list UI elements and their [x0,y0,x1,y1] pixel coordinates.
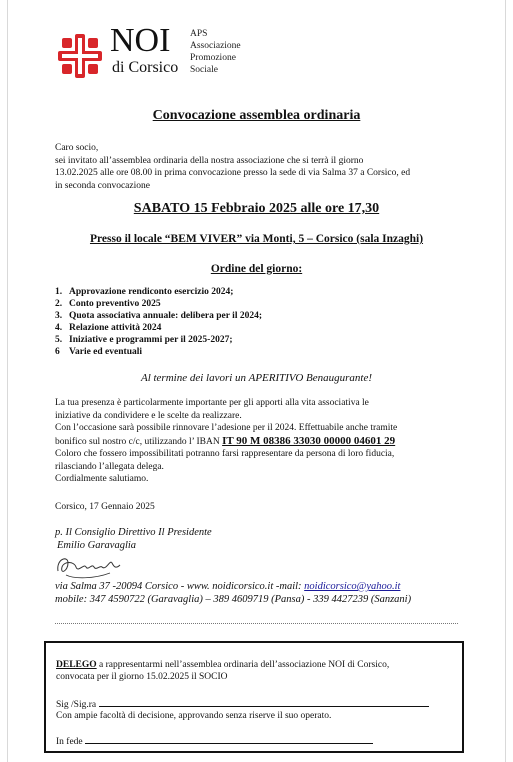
body-line: rilasciando l’allegata delega. [55,461,164,472]
agenda-list [55,286,262,358]
agenda-item [55,334,262,346]
email-link[interactable]: noidicorsico@yahoo.it [304,581,401,592]
handwritten-signature [54,549,124,583]
iban-code: IT 90 M 08386 33030 00000 04601 29 [222,434,396,447]
logo-name: NOI [110,22,171,59]
delega-paragraph [56,659,456,683]
aperitivo-note: Al termine dei lavori un APERITIVO Benaugurante! [140,372,373,384]
delega-text: convocata per il giorno 15.02.2025 il SOCIO [56,672,228,682]
body-line: La tua presenza è particolarmente importante per gli apporti alla vita associativa le [55,398,369,408]
document-title: Convocazione assemblea ordinaria [152,108,361,123]
meeting-date: SABATO 15 Febbraio 2025 alle ore 17,30 [133,201,380,216]
signature-name: Emilio Garavaglia [57,540,137,551]
agenda-item [55,322,262,334]
fede-line[interactable] [85,735,373,744]
logo-caption-line: Sociale [190,65,218,75]
intro-line: Caro socio, [55,143,99,153]
agenda-item [55,298,262,310]
agenda-text: Relazione attività 2024 [69,323,162,333]
delega-fede-label: In fede [56,737,83,747]
delega-text: a rappresentarmi nell’assemblea ordinaria dell’associazione NOI di Corsico, [96,660,390,670]
agenda-text: Conto preventivo 2025 [69,299,161,309]
agenda-number: 4. [55,323,63,333]
address-text: via Salma 37 -20094 Corsico - www. noidicorsico.it -mail: [55,581,305,592]
meeting-place: Presso il locale “BEM VIVER” via Monti, 5 – Corsico (sala Inzaghi) [89,233,424,245]
agenda-text: Quota associativa annuale: delibera per il 2024; [69,311,262,321]
delega-ampie: Con ampie facoltà di decisione, approvando senza riserve il suo operato. [56,711,332,721]
logo-caption-line: Promozione [190,53,236,63]
delega-label: DELEGO [56,660,97,670]
logo-subtitle: di Corsico [112,59,179,76]
agenda-title: Ordine del giorno: [210,263,303,275]
agenda-number: 5. [55,335,63,345]
body-line: Coloro che fossero impossibilitati potranno farsi rappresentare da persona di loro fiducia, [55,449,395,459]
agenda-text: Varie ed eventuali [69,347,143,357]
intro-line: in seconda convocazione [55,180,150,191]
agenda-item [55,346,262,358]
agenda-number: 2. [55,299,63,309]
delega-sig-label: Sig /Sig.ra [56,700,97,710]
body-line: iniziative da condividere e le scelte da realizzare. [55,410,242,421]
delega-form [44,641,464,753]
agenda-number: 6 [55,347,60,357]
agenda-number: 3. [55,311,63,321]
intro-line: 13.02.2025 alle ore 08.00 in prima convocazione presso la sede di via Salma 37 a Corsico, ed [55,168,411,178]
agenda-number: 1. [55,287,63,297]
agenda-text: Approvazione rendiconto esercizio 2024; [69,287,234,297]
cross-logo-icon [54,30,106,82]
delega-sig-row [56,698,429,710]
body-paragraph [55,397,475,486]
body-line [55,435,475,449]
intro-paragraph [55,142,455,192]
logo-caption-line: Associazione [190,41,241,51]
contact-mobile: mobile: 347 4590722 (Garavaglia) – 389 4609719 (Pansa) - 339 4427239 (Sanzani) [55,594,412,605]
letter-date: Corsico, 17 Gennaio 2025 [55,502,155,512]
iban-prefix: bonifico sul nostro c/c, utilizzando l’ IBAN [55,436,220,447]
logo-caption-line: APS [190,29,208,39]
delega-fede-row [56,735,373,747]
body-line: Cordialmente salutiamo. [55,474,149,484]
signature-role: p. Il Consiglio Direttivo Il Presidente [55,527,212,538]
agenda-item [55,286,262,298]
intro-line: sei invitato all’assemblea ordinaria della nostra associazione che si terrà il giorno [55,155,364,166]
agenda-text: Iniziative e programmi per il 2025-2027; [69,335,233,345]
agenda-item [55,310,262,322]
sig-line[interactable] [99,698,429,707]
body-line: Con l’occasione sarà possibile rinnovare l’adesione per il 2024. Effettuabile anche tramite [55,423,398,433]
logo-caption [190,28,241,76]
contact-address [55,581,400,594]
separator-line [55,623,458,624]
